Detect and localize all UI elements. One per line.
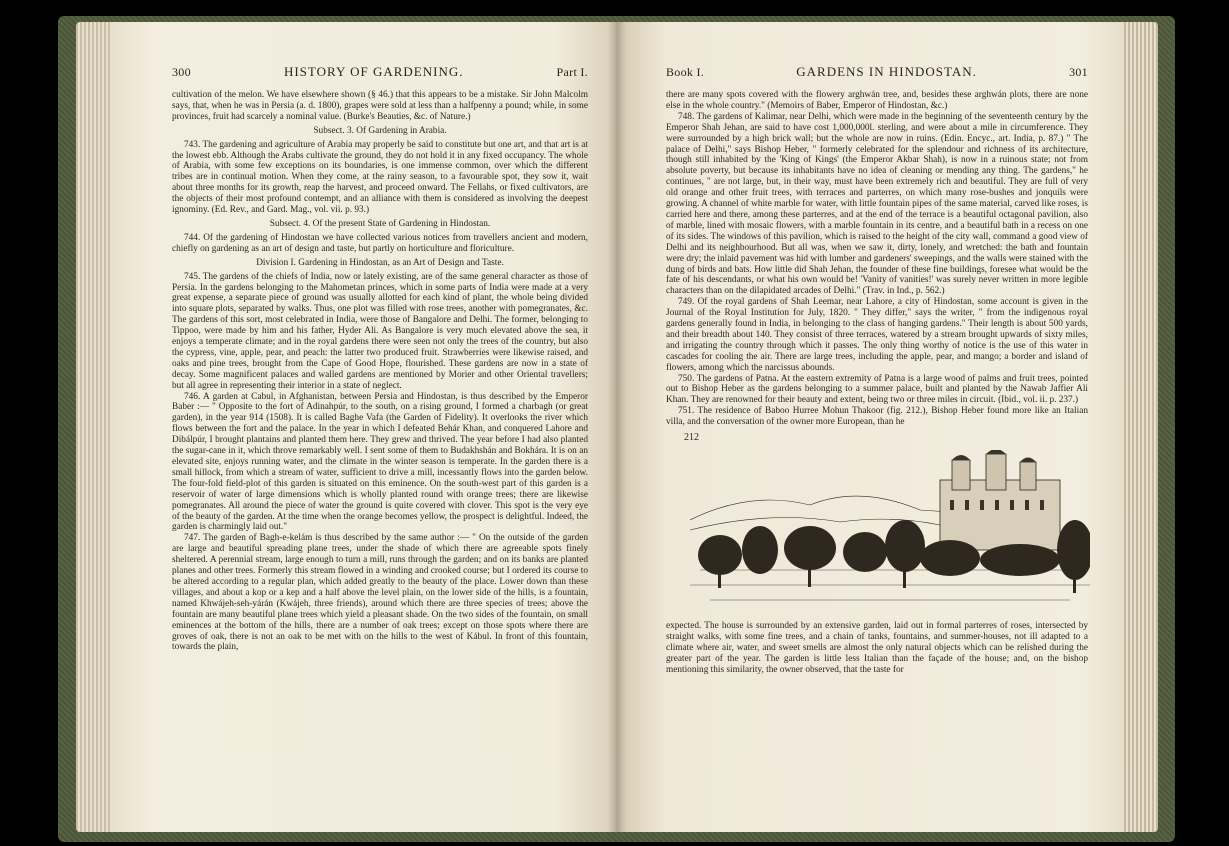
right-running-head [666, 64, 1088, 80]
paragraph: 743. The gardening and agriculture of Arabia may properly be said to constitute but one art, and that art is at the lowest ebb. Although the Arabs cultivate the ground, they do not hold it in any fixed occupancy. The whole of Arabia, with some few exceptions on its boundaries, is one immense common, over which the different tribes are in continual motion. When they come, at the rainy season, to a favourable spot, they sow it, wait about three months for its growth, reap the harvest, and proceed onward. The Fellahs, or fixed cultivators, are the objects of their most profound contempt, and an alliance with them is considered as involving the deepest ignominy. (Ed. Rev., and Gard. Mag., vol. vii. p. 93.) [172, 139, 588, 216]
book-label: Book I. [666, 65, 705, 79]
division-heading: Division I. Gardening in Hindostan, as an Art of Design and Taste. [256, 257, 504, 268]
right-page-text-lower [666, 621, 1088, 676]
paragraph: 744. Of the gardening of Hindostan we have collected various notices from travellers ancient and modern, chiefly on gardening as an art of design and taste, but partly on horticulture and floriculture. [172, 232, 588, 254]
part-label: Part I. [556, 65, 588, 79]
paragraph: cultivation of the melon. We have elsewhere shown (§ 46.) that this appears to be a mistake. Sir John Malcolm says, that, when he was in Persia (a. d. 1800), grapes were sold at less than a halfpenny a pound; while, in some provinces, fruit had scarcely a nominal value. (Burke's Beauties, &c. of Nature.) [172, 90, 588, 122]
page-number: 300 [172, 65, 191, 79]
paragraph: 750. The gardens of Patna. At the eastern extremity of Patna is a large wood of palms and fruit trees, pointed out to Bishop Heber as the gardens belonging to a summer palace, built and planted by the Nawab Jaffier Ali Khan. They are renowned for their beauty and extent, being two or three miles in circuit. (Ibid., vol. ii. p. 237.) [666, 373, 1088, 406]
left-running-head [172, 64, 588, 80]
paragraph: there are many spots covered with the flowery arghwán tree, and, besides these arghwán plots, there are none else in the whole country." (Memoirs of Baber, Emperor of Hindostan, &c.) [666, 90, 1088, 111]
right-page [616, 22, 1124, 832]
book-gutter [608, 22, 626, 832]
paragraph: 746. A garden at Cabul, in Afghanistan, between Persia and Hindostan, is thus described by the Emperor Baber :— " Opposite to the fort of Adinahpúr, to the south, on a rising ground, I formed a charbagh (or great garden), in the year 914 (1508). It is called Baghe Vafa (the Garden of Fidelity). It overlooks the river which flows between the fort and the palace. In the year in which I defeated Behár Khan, and conquered Lahore and Dibálpúr, I brought plantains and planted them here. They grew and thrived. The year before I had also planted the sugar-cane in it, which throve remarkably well. I sent some of them to Budakhshán and Bokhára. It is on an elevated site, enjoys running water, and the climate in the winter season is temperate. In the garden there is a small hillock, from which a stream of water, sufficient to drive a mill, incessantly flows into the garden below. The four-fold field-plot of this garden is situated on this eminence. On the south-west part of this garden is a reservoir of water of large dimensions which is wholly planted round with orange trees; there are likewise pomegranates. All around the piece of water the ground is quite covered with clover. This spot is the very eye of the beauty of the garden. At the time when the orange becomes yellow, the prospect is delightful. Indeed, the garden is charmingly laid out." [172, 391, 588, 533]
left-page-edges [76, 22, 116, 832]
right-page-edges [1118, 22, 1158, 832]
subsection-heading: Subsect. 3. Of Gardening in Arabia. [313, 125, 447, 136]
running-title: HISTORY OF GARDENING. [283, 64, 464, 79]
paragraph: 749. Of the royal gardens of Shah Leemar, near Lahore, a city of Hindostan, some account is given in the Journal of the Royal Institution for July, 1820. " They differ," says the writer, " from the indigenous royal gardens generally found in India, in belonging to the class of hanging gardens." Their length is about 500 yards, and their breadth about 140. They consist of three terraces, watered by a stream brought upwards of sixty miles, and irrigating the country through which it passes. The only thing worthy of notice is the use of this water in cascades for cooling the air. There are large trees, including the apple, pear, and mango; a border and island of flowers, among which the narcissus abounds. [666, 297, 1088, 373]
running-title: GARDENS IN HINDOSTAN. [796, 64, 977, 79]
paragraph: expected. The house is surrounded by an extensive garden, laid out in formal parterres of roses, intersected by straight walks, with some fine trees, and a chain of tanks, fountains, and summer-houses, not ill adapted to a climate where air, water, and sweet smells are almost the only natural objects which can be relished during the greater part of the year. The garden is little less Italian than the façade of the house; and, on the bishop mentioning this similarity, the owner observed, that the taste for [666, 621, 1088, 675]
paragraph: 747. The garden of Bagh-e-kelám is thus described by the same author :— " On the outside of the garden are large and beautiful spreading plane trees, under the shade of which there are agreeable spots finely sheltered. A perennial stream, large enough to turn a mill, runs through the garden; and on its banks are planted planes and other trees. Formerly this stream flowed in a winding and crooked course; but I ordered its course to be altered according to a regular plan, which added greatly to the beauty of the place. Lower down than these villages, and about a kop or a kep and a half above the level plain, on the lower side of the hills, is a fountain, named Khwájeh-seh-yárán (Kwájeh, three friends), around which there are three species of trees; above the fountain are many beautiful plane trees which yield a pleasant shade. On the two sides of the fountain, on small eminences at the bottom of the hills, there are a number of oak trees; except on those spots where there are groves of oak, there is not an oak to be met with on the hills to the west of Kábul. In front of this fountain, towards the plain, [172, 533, 588, 653]
paragraph: 745. The gardens of the chiefs of India, now or lately existing, are of the same general character as those of Persia. In the gardens belonging to the Mahometan princes, which in some parts of India were made at a very great expense, a separate piece of ground was usually allotted for each kind of plant, the whole being divided into square plots, separated by walks. Thus, one plot was filled with rose trees, another with pomegranates, &c. The gardens of this sort, most celebrated in India, were those of Bangalore and Delhi. The former, belonging to Tippoo, were made by him and his father, Hyder Ali. As Bangalore is very much elevated above the sea, it enjoys a temperate climate; and in the royal gardens there were seen not only the trees of the country, but also the cypress, vine, apple, pear, and peach: the latter two produced fruit. Strawberries were likewise raised, and oaks and pine trees, brought from the Cape of Good Hope, flourished. These gardens are now in a state of decay. Some magnificent palaces and walled gardens are mentioned by Morier and other Oriental travellers; but all agree in representing their interior in a state of neglect. [172, 271, 588, 391]
figure-212 [666, 432, 1088, 617]
right-page-text [666, 90, 1088, 428]
villa-engraving-illustration [690, 450, 1090, 612]
paragraph: 751. The residence of Baboo Hurree Mohun Thakoor (fig. 212.), Bishop Heber found more like an Italian villa, and the conversation of the owner more European, than he [666, 406, 1088, 428]
paragraph: 748. The gardens of Kalimar, near Delhi, which were made in the beginning of the seventeenth century by the Emperor Shah Jehan, are said to have cost 1,000,000l. sterling, and were about a mile in circumference. They were surrounded by a high brick wall; but the whole are now in ruins. (Edin. Encyc., art. India, p. 87.) " The palace of Delhi," says Bishop Heber, " formerly celebrated for the splendour and richness of its architecture, though still inhabited by the 'King of Kings' (the Emperor Akbar Shah), is now in a ruinous state; not from absolute poverty, but because its inhabitants have no idea of cleaning or mending any thing. The gardens," he continues, " are not large, but, in their way, must have been extremely rich and beautiful. They are full of very old orange and other fruit trees, with terraces and parterres, on which many rose-bushes and jonquils were growing. A channel of white marble for water, with little fountain pipes of the same material, carved like roses, is carried here and there, among these parterres, and at the end of the terrace is a beautiful octagonal pavilion, also of marble, lined with mosaic flowers, with a marble fountain in its centre, and a beautiful bath in a recess on one of its sides. The windows of this pavilion, which is raised to the height of the city wall, command a good view of Delhi and its neighbourhood. But all was, when we saw it, dirty, lonely, and wretched: the bath and fountain were dry; the inlaid pavement was hid with lumber and gardeners' sweepings, and the walls were stained with the dung of birds and bats. How little did Shah Jehan, the founder of these fine buildings, foresee what would be the fate of his descendants, or what his own would be! 'Vanity of vanities!' was surely never written in more legible characters than on the dilapidated arcades of Delhi." (Trav. in Ind., p. 562.) [666, 111, 1088, 297]
left-page-text [172, 90, 588, 653]
subsection-heading: Subsect. 4. Of the present State of Gardening in Hindostan. [269, 218, 491, 229]
page-number: 301 [1069, 65, 1088, 79]
left-page [112, 22, 616, 832]
figure-number: 212 [684, 432, 699, 444]
